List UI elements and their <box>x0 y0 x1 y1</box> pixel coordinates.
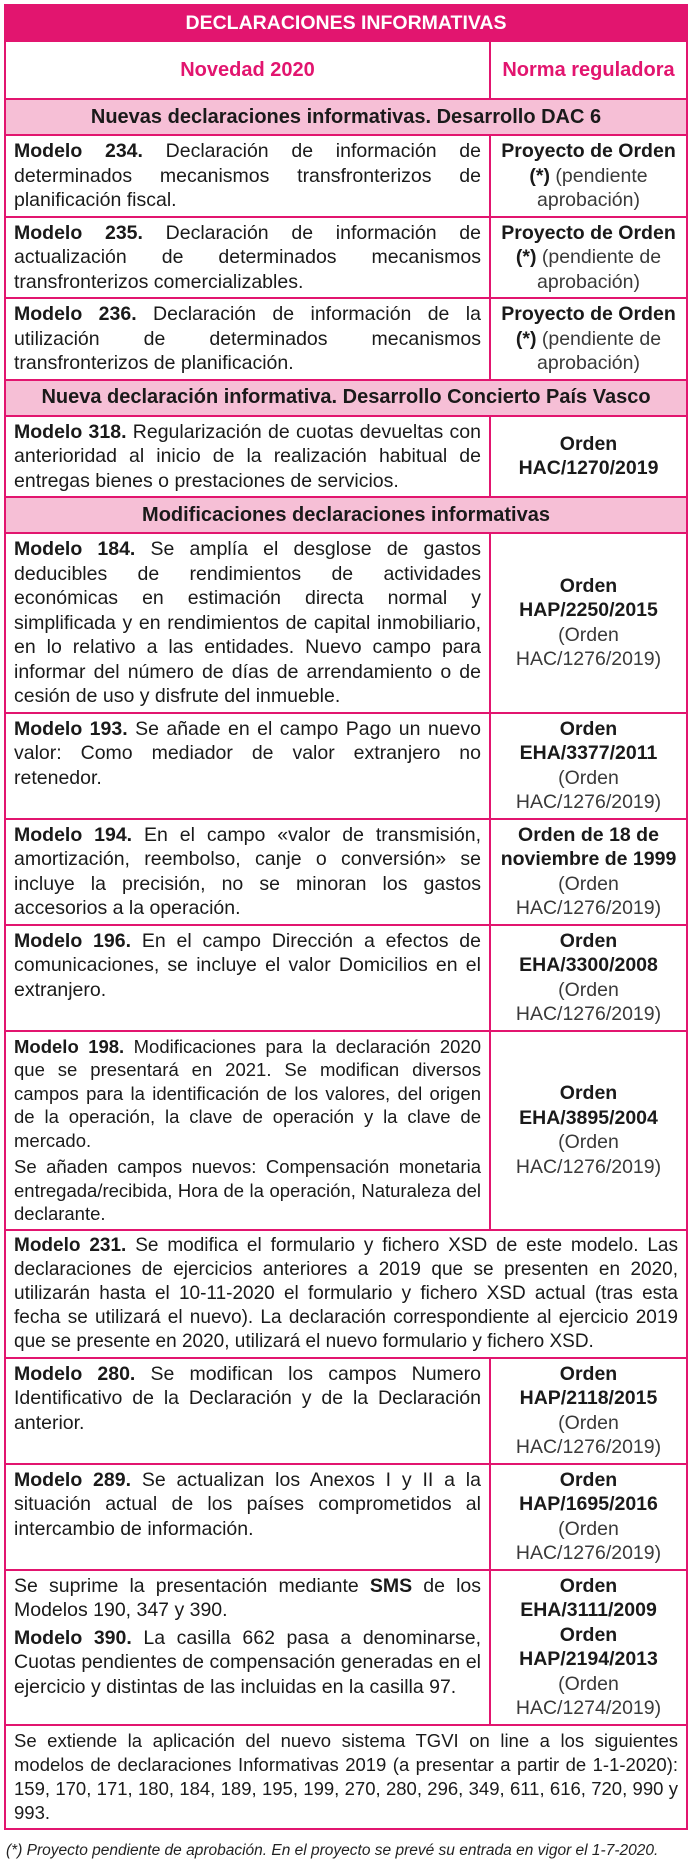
declaraciones-table <box>4 4 688 1830</box>
norm-extra: (Orden HAC/1276/2019) <box>515 1411 662 1458</box>
model-label: Modelo 235. <box>14 221 143 244</box>
row-description <box>5 533 490 713</box>
row-norm <box>490 1570 687 1725</box>
norm-main: Orden HAP/2250/2015 <box>519 574 658 622</box>
sms-label: SMS <box>369 1574 413 1597</box>
row-text: En el campo «valor de transmisión, amortización, reembolso, canje o conversión» se incluye la precisión, no se minoran los gastos accesorios a la operación. <box>14 823 481 919</box>
row-text: Se amplía el desglose de gastos deducibles de rendimientos de actividades económicas en estimación directa normal y simplificada y en rendimientos de capital inmobiliario, en lo relativo a las entidades. Nuevo campo para informar del número de días de arrendamiento o de cesión de uso y disfrute del inmueble. <box>14 538 481 707</box>
norm-main: Orden EHA/3895/2004 <box>519 1082 658 1129</box>
footnote: (*) Proyecto pendiente de aprobación. En el proyecto se prevé su entrada en vigor el 1-7-2020. <box>6 1842 659 1859</box>
section-heading: Nueva declaración informativa. Desarrollo Concierto País Vasco <box>5 380 687 416</box>
row-norm <box>490 1464 687 1570</box>
row-norm <box>490 925 687 1031</box>
model-label: Modelo 196. <box>14 929 132 952</box>
table-row <box>5 1358 687 1464</box>
row-text: de los Modelos 190, 347 y 390. <box>14 1574 481 1621</box>
row-text: Se añade en el campo Pago un nuevo valor: Como mediador de valor extranjero no retenedor. <box>14 717 481 789</box>
row-text: Se modifican los campos Numero Identificativo de la Declaración y de la Declaración anterior. <box>14 1362 481 1434</box>
row-description <box>5 1358 490 1464</box>
row-text: Se actualizan los Anexos I y II a la situación actual de los países comprometidos al intercambio de información. <box>14 1468 481 1540</box>
norm-extra: (Orden HAC/1276/2019) <box>515 1131 662 1178</box>
norm-extra: (Orden HAC/1276/2019) <box>515 872 662 919</box>
section-row <box>5 380 687 416</box>
row-norm <box>490 217 687 299</box>
norm-extra: (Orden HAC/1274/2019) <box>515 1672 662 1719</box>
row-description <box>5 1570 490 1725</box>
norm-extra: (Orden HAC/1276/2019) <box>515 623 662 671</box>
header-novedad: Novedad 2020 <box>5 41 490 99</box>
row-description-full <box>5 1230 687 1358</box>
norm-main: Proyecto de Orden (*) <box>501 303 676 350</box>
row-description <box>5 217 490 299</box>
row-text: Declaración de información de determinados mecanismos transfronterizos de planificación fiscal. <box>14 140 481 211</box>
row-text: En el campo Dirección a efectos de comunicaciones, se incluye el valor Domicilios en el extranjero. <box>14 929 481 1001</box>
norm-extra: (pendiente aprobación) <box>537 164 648 211</box>
row-description <box>5 135 490 217</box>
model-label: Modelo 184. <box>14 538 136 560</box>
row-norm <box>490 819 687 925</box>
row-norm <box>490 135 687 217</box>
table-title: DECLARACIONES INFORMATIVAS <box>5 5 687 41</box>
model-label: Modelo 318. <box>14 420 127 443</box>
norm-extra: (Orden HAC/1276/2019) <box>515 978 662 1025</box>
row-norm <box>490 713 687 819</box>
table-row <box>5 298 687 380</box>
row-norm <box>490 416 687 498</box>
table-row <box>5 1570 687 1725</box>
model-label: Modelo 390. <box>14 1626 132 1649</box>
table-row <box>5 1031 687 1230</box>
model-label: Modelo 234. <box>14 140 143 162</box>
norm-main: Proyecto de Orden (*) <box>501 221 676 268</box>
row-description <box>5 819 490 925</box>
paragraph <box>14 1574 481 1623</box>
table-row <box>5 533 687 713</box>
norm-main: Orden de 18 de noviembre de 1999 <box>500 823 677 870</box>
norm-extra: (pendiente de aprobación) <box>536 327 662 374</box>
row-text: Declaración de información de actualización de determinados mecanismos transfronterizos comercializables. <box>14 221 481 293</box>
table-row <box>5 925 687 1031</box>
norm-main: Orden HAC/1270/2019 <box>518 432 659 480</box>
row-description <box>5 416 490 498</box>
header-row <box>5 41 687 99</box>
row-description <box>5 298 490 380</box>
model-label: Modelo 231. <box>14 1234 127 1256</box>
row-text: Se suprime la presentación mediante <box>14 1574 370 1597</box>
table-row <box>5 819 687 925</box>
row-norm <box>490 298 687 380</box>
model-label: Modelo 236. <box>14 303 137 325</box>
table-row <box>5 1464 687 1570</box>
row-norm <box>490 1358 687 1464</box>
norm-main: Orden HAP/2118/2015 <box>519 1362 658 1409</box>
norm-extra: (Orden HAC/1276/2019) <box>515 1517 662 1564</box>
model-label: Modelo 280. <box>14 1362 136 1385</box>
row-description <box>5 1464 490 1570</box>
model-label: Modelo 193. <box>14 717 128 740</box>
norm-main: Orden HAP/2194/2013 <box>519 1623 658 1670</box>
title-row <box>5 5 687 41</box>
section-row <box>5 497 687 533</box>
norm-extra: (Orden HAC/1276/2019) <box>515 766 662 813</box>
norm-main: Orden EHA/3300/2008 <box>519 929 658 976</box>
row-description <box>5 1031 490 1230</box>
table-row <box>5 1230 687 1358</box>
row-text: Se modifica el formulario y fichero XSD de este modelo. Las declaraciones de ejercicios anteriores a 2019 que se presenten en 2020, utilizarán hasta el 10-11-2020 el formulario y fichero XSD actual (tras esta fecha se utilizará el nuevo). La declaración correspondiente al ejercicio 2019 que se presente en 2020, utilizará el nuevo formulario y fichero XSD. <box>14 1234 679 1352</box>
row-text: Regularización de cuotas devueltas con anterioridad al inicio de la realización habitual de entregas bienes o prestaciones de servicios. <box>14 420 481 492</box>
norm-extra: (pendiente de aprobación) <box>536 246 662 293</box>
row-description <box>5 713 490 819</box>
norm-main: Orden EHA/3377/2011 <box>519 717 658 764</box>
model-label: Modelo 198. <box>14 1035 125 1057</box>
paragraph <box>14 1035 481 1153</box>
row-text: La casilla 662 pasa a denominarse, Cuotas pendientes de compensación generadas en el ejercicio y distintas de las incluidas en la casilla 97. <box>14 1626 481 1698</box>
model-label: Modelo 289. <box>14 1468 132 1491</box>
norm-main: Proyecto de Orden (*) <box>501 140 676 187</box>
row-text: Declaración de información de la utilización de determinados mecanismos transfronterizos de planificación. <box>14 303 481 374</box>
table-row <box>5 416 687 498</box>
paragraph: Se añaden campos nuevos: Compensación monetaria entregada/recibida, Hora de la operación, Naturaleza del declarante. <box>14 1156 481 1224</box>
row-description <box>5 925 490 1031</box>
header-norma: Norma reguladora <box>490 41 687 99</box>
row-text: Modificaciones para la declaración 2020 que se presentará en 2021. Se modifican diversos campos para la identificación de los valores, del origen de la operación, la clave de operación y la clave de mercado. <box>14 1035 481 1151</box>
page <box>0 4 690 1859</box>
section-row <box>5 99 687 135</box>
model-label: Modelo 194. <box>14 823 133 846</box>
row-norm <box>490 1031 687 1230</box>
table-row <box>5 713 687 819</box>
norm-main: Orden EHA/3111/2009 <box>520 1574 657 1621</box>
table-row <box>5 217 687 299</box>
norm-main: Orden HAP/1695/2016 <box>519 1468 658 1515</box>
tgvi-text: Se extiende la aplicación del nuevo sistema TGVI on line a los siguientes modelos de declaraciones Informativas 2019 (a presentar a partir de 1-1-2020): 159, 170, 171, 180, 184, 189, 195, 199, 270, 280, 296, 349, 611, 616, 720, 990 y 993. <box>5 1725 687 1829</box>
row-norm <box>490 533 687 713</box>
section-heading: Modificaciones declaraciones informativas <box>5 497 687 533</box>
table-row <box>5 1725 687 1829</box>
paragraph <box>14 1626 481 1700</box>
section-heading: Nuevas declaraciones informativas. Desarrollo DAC 6 <box>5 99 687 135</box>
table-row <box>5 135 687 217</box>
